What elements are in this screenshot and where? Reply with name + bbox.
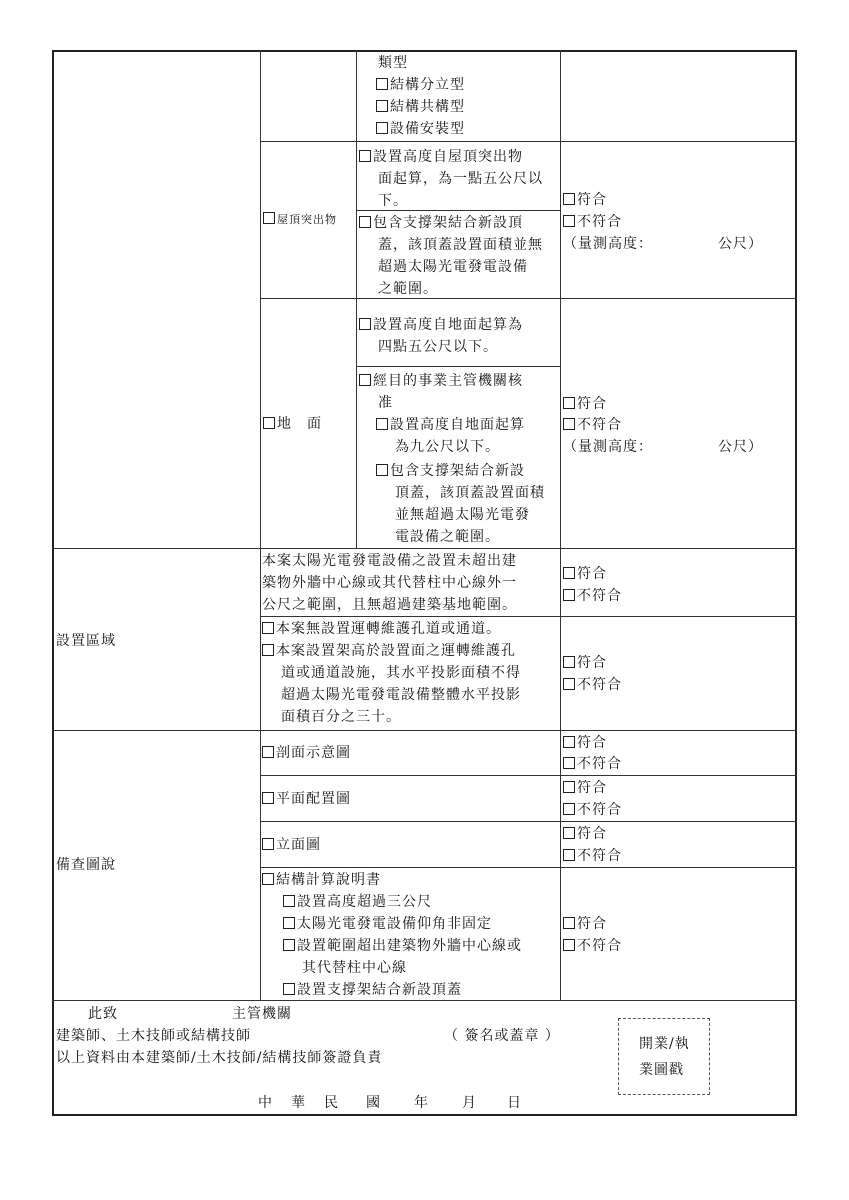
signature-field[interactable]: （ 簽名或蓋章 ） <box>444 1028 560 1044</box>
drawing-structure-yes[interactable]: 符合 <box>563 913 607 935</box>
salutation: 此致 <box>88 1006 118 1022</box>
zone-title: 設置區域 <box>56 633 116 649</box>
zone-row2-a[interactable]: 本案無設置運轉維護孔道或通道。 <box>262 618 501 640</box>
checkbox[interactable] <box>283 983 295 995</box>
ground-sub1[interactable]: 設置高度自地面起算 <box>376 414 525 436</box>
date-char: 華 <box>291 1095 306 1111</box>
grid-line <box>260 298 797 299</box>
date-month: 月 <box>462 1095 477 1111</box>
drawing-section[interactable]: 剖面示意圖 <box>262 742 351 764</box>
type-option[interactable]: 結構分立型 <box>376 74 465 96</box>
ground-measure-label: （量測高度： <box>563 439 653 455</box>
ground-sub2-text: 電設備之範圍。 <box>395 529 500 545</box>
zone-row2-text: 面積百分之三十。 <box>281 709 401 725</box>
struct-item[interactable]: 設置支撐架結合新設頂蓋 <box>283 979 462 1001</box>
zone-row1-text: 公尺之範圍，且無超過建築基地範圍。 <box>262 597 517 613</box>
roof-protrusion-option[interactable]: 屋頂突出物 <box>263 209 337 231</box>
drawing-plan-yes[interactable]: 符合 <box>563 777 607 799</box>
grid-line <box>260 775 797 776</box>
authority: 主管機關 <box>232 1006 292 1022</box>
checkbox[interactable] <box>563 567 575 579</box>
roof-no[interactable]: 不符合 <box>563 211 622 233</box>
ground-yes[interactable]: 符合 <box>563 393 607 415</box>
checkbox[interactable] <box>563 781 575 793</box>
ground-cond2-text: 准 <box>378 395 393 411</box>
grid-line <box>356 50 357 548</box>
drawing-elevation[interactable]: 立面圖 <box>262 834 321 856</box>
checkbox[interactable] <box>563 827 575 839</box>
grid-line <box>260 50 261 1000</box>
checkbox[interactable] <box>359 216 371 228</box>
drawing-section-no[interactable]: 不符合 <box>563 753 622 775</box>
grid-line <box>260 616 797 617</box>
zone-row1-text: 本案太陽光電發電設備之設置未超出建 <box>262 553 517 569</box>
zone-row1-yes[interactable]: 符合 <box>563 563 607 585</box>
roof-cond1[interactable]: 設置高度自屋頂突出物 <box>359 146 523 168</box>
checkbox[interactable] <box>376 100 388 112</box>
checkbox[interactable] <box>563 736 575 748</box>
checkbox[interactable] <box>262 746 274 758</box>
ground-measure-unit: 公尺） <box>718 439 763 455</box>
checkbox[interactable] <box>283 939 295 951</box>
date-year: 年 <box>414 1095 429 1111</box>
checkbox[interactable] <box>563 193 575 205</box>
signer-label: 建築師、土木技師或結構技師 <box>56 1028 251 1044</box>
date-day: 日 <box>507 1095 522 1111</box>
checkbox[interactable] <box>563 917 575 929</box>
date-char: 國 <box>366 1095 381 1111</box>
responsibility-note: 以上資料由本建築師/土木技師/結構技師簽證負責 <box>56 1050 383 1066</box>
type-option[interactable]: 設備安裝型 <box>376 118 465 140</box>
checkbox[interactable] <box>262 622 274 634</box>
zone-row1-text: 築物外牆中心線或其代替柱中心線外一 <box>262 575 517 591</box>
checkbox[interactable] <box>376 78 388 90</box>
drawing-elevation-no[interactable]: 不符合 <box>563 845 622 867</box>
type-heading: 類型 <box>378 55 408 71</box>
stamp-box <box>618 1018 710 1095</box>
checkbox[interactable] <box>359 318 371 330</box>
checkbox[interactable] <box>263 212 275 224</box>
grid-line <box>52 548 797 549</box>
ground-cond1[interactable]: 設置高度自地面起算為 <box>359 314 523 336</box>
checkbox[interactable] <box>262 792 274 804</box>
struct-item[interactable]: 設置高度超過三公尺 <box>283 891 432 913</box>
struct-item-text: 其代替柱中心線 <box>302 960 407 976</box>
checkbox[interactable] <box>376 122 388 134</box>
date-char: 中 <box>258 1095 273 1111</box>
drawing-structure-no[interactable]: 不符合 <box>563 935 622 957</box>
ground-option[interactable]: 地 面 <box>263 413 322 435</box>
stamp-text: 開業/執 <box>639 1036 690 1052</box>
drawing-plan[interactable]: 平面配置圖 <box>262 788 351 810</box>
stamp-text: 業圖戳 <box>639 1062 684 1078</box>
ground-cond2[interactable]: 經目的事業主管機關核 <box>359 370 523 392</box>
roof-measure-unit: 公尺） <box>718 236 763 252</box>
checkbox[interactable] <box>283 917 295 929</box>
ground-cond1-text: 四點五公尺以下。 <box>378 339 498 355</box>
struct-item[interactable]: 設置範圍超出建築物外牆中心線或 <box>283 935 522 957</box>
grid-line <box>356 366 560 367</box>
grid-line <box>560 50 561 1000</box>
roof-cond2-text: 超過太陽光電發電設備 <box>378 259 528 275</box>
checkbox[interactable] <box>563 397 575 409</box>
roof-cond1-text: 面起算，為一點五公尺以 <box>378 171 543 187</box>
roof-cond2-text: 之範圍。 <box>378 281 438 297</box>
checkbox[interactable] <box>563 589 575 601</box>
ground-sub1-text: 為九公尺以下。 <box>395 439 500 455</box>
checkbox[interactable] <box>262 873 274 885</box>
zone-row2-yes[interactable]: 符合 <box>563 652 607 674</box>
checkbox[interactable] <box>262 644 274 656</box>
date-char: 民 <box>324 1095 339 1111</box>
roof-cond2-text: 蓋，該頂蓋設置面積並無 <box>378 237 543 253</box>
ground-no[interactable]: 不符合 <box>563 414 622 436</box>
checkbox[interactable] <box>563 418 575 430</box>
checkbox[interactable] <box>359 150 371 162</box>
grid-line <box>260 141 797 142</box>
checkbox[interactable] <box>563 215 575 227</box>
ground-sub2[interactable]: 包含支撐架結合新設 <box>376 460 525 482</box>
checkbox[interactable] <box>563 849 575 861</box>
zone-row2-text: 道或通道設施，其水平投影面積不得 <box>281 665 521 681</box>
roof-cond1-text: 下。 <box>378 193 408 209</box>
drawing-structure[interactable]: 結構計算說明書 <box>262 869 381 891</box>
checkbox[interactable] <box>563 757 575 769</box>
drawing-elevation-yes[interactable]: 符合 <box>563 823 607 845</box>
checkbox[interactable] <box>359 374 371 386</box>
checkbox[interactable] <box>376 418 388 430</box>
checkbox[interactable] <box>563 656 575 668</box>
drawing-plan-no[interactable]: 不符合 <box>563 799 622 821</box>
checkbox[interactable] <box>563 678 575 690</box>
zone-row2-text: 超過太陽光電發電設備整體水平投影 <box>281 687 521 703</box>
ground-sub2-text: 並無超過太陽光電發 <box>395 507 530 523</box>
type-option[interactable]: 結構共構型 <box>376 96 465 118</box>
zone-row2-no[interactable]: 不符合 <box>563 674 622 696</box>
roof-yes[interactable]: 符合 <box>563 189 607 211</box>
zone-row1-no[interactable]: 不符合 <box>563 585 622 607</box>
checkbox[interactable] <box>563 939 575 951</box>
drawings-title: 備查圖說 <box>56 857 116 873</box>
zone-row2-b[interactable]: 本案設置架高於設置面之運轉維護孔 <box>262 640 516 662</box>
checkbox[interactable] <box>563 803 575 815</box>
roof-cond2[interactable]: 包含支撐架結合新設頂 <box>359 212 523 234</box>
roof-measure-label: （量測高度： <box>563 236 653 252</box>
checkbox[interactable] <box>263 417 275 429</box>
ground-sub2-text: 頂蓋，該頂蓋設置面積 <box>395 485 545 501</box>
checkbox[interactable] <box>262 838 274 850</box>
grid-line <box>260 867 797 868</box>
grid-line <box>260 821 797 822</box>
checkbox[interactable] <box>283 895 295 907</box>
drawing-section-yes[interactable]: 符合 <box>563 732 607 754</box>
struct-item[interactable]: 太陽光電發電設備仰角非固定 <box>283 913 492 935</box>
grid-line <box>52 730 797 731</box>
checkbox[interactable] <box>376 464 388 476</box>
